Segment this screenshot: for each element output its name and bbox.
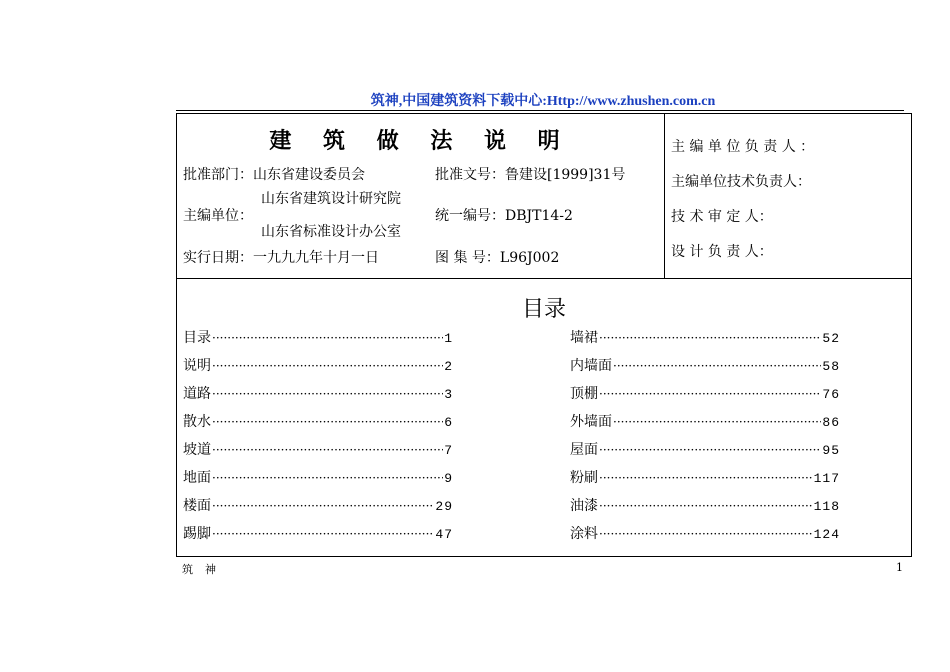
toc-entry-page: 52 [822,331,840,346]
page-number: 1 [896,561,903,574]
toc-entry-page: 7 [444,443,453,458]
toc-leader-dots [599,497,813,515]
toc-leader-dots [212,469,443,487]
atlas-value: L96J002 [499,250,560,266]
editor-value-1: 山东省建筑设计研究院 [261,191,401,207]
technical-reviewer: 技 术 审 定 人： [671,209,773,225]
toc-entry-label: 外墙面 [570,414,612,430]
toc-entry-label: 目录 [183,330,211,346]
code-value: DBJT14-2 [505,208,573,224]
toc-entry-page: 6 [444,415,453,430]
toc-entry-page: 9 [444,471,453,486]
toc-leader-dots [599,441,821,459]
toc-entry[interactable] [570,385,840,413]
toc-entry[interactable] [570,441,840,469]
toc-entry[interactable] [183,525,453,553]
toc-entry-page: 1 [444,331,453,346]
approve-dept-label: 批准部门： [183,167,253,183]
toc-entry-page: 117 [813,471,840,486]
approval-info [177,114,665,278]
toc-leader-dots [599,329,821,347]
toc-entry-label: 道路 [183,386,211,402]
toc-entry[interactable] [183,385,453,413]
site-header: 筑神,中国建筑资料下载中心:Http://www.zhushen.com.cn [370,94,716,109]
toc-leader-dots [212,385,443,403]
toc-entry-label: 油漆 [570,498,598,514]
approve-doc-label: 批准文号： [435,167,505,183]
chief-unit-head: 主 编 单 位 负 责 人 ： [671,139,815,155]
approve-doc-row [435,164,625,184]
atlas-row [435,247,559,267]
design-head: 设 计 负 责 人： [671,244,773,260]
toc-entry-page: 29 [435,499,453,514]
toc-entry-page: 95 [822,443,840,458]
toc-entry-label: 涂料 [570,526,598,542]
toc-entry[interactable] [183,329,453,357]
toc-entry[interactable] [570,497,840,525]
info-block [177,114,911,279]
toc-entry-page: 58 [822,359,840,374]
toc-entry[interactable] [570,469,840,497]
toc-entry-page: 2 [444,359,453,374]
date-label: 实行日期： [183,250,253,266]
toc-entry-label: 顶棚 [570,386,598,402]
toc-entry[interactable] [183,469,453,497]
date-value: 一九九九年十月一日 [253,250,379,266]
toc-entry-label: 楼面 [183,498,211,514]
toc-entry[interactable] [570,329,840,357]
toc-leader-dots [212,329,443,347]
toc-entry-label: 墙裙 [570,330,598,346]
toc-entry-label: 地面 [183,470,211,486]
date-row [183,247,379,267]
chief-tech-head: 主编单位技术负责人： [671,174,811,190]
toc-entry-page: 124 [813,527,840,542]
toc-leader-dots [212,357,443,375]
code-label: 统一编号： [435,208,505,224]
code-row [435,205,573,225]
toc-entry[interactable] [570,413,840,441]
toc-entry-page: 118 [813,499,840,514]
toc-entry-label: 内墙面 [570,358,612,374]
approve-dept-value: 山东省建设委员会 [253,167,365,183]
toc-entry-page: 86 [822,415,840,430]
toc-entry[interactable] [570,357,840,385]
toc-leader-dots [212,525,434,543]
toc-entry-label: 粉刷 [570,470,598,486]
toc-entry-label: 踢脚 [183,526,211,542]
document-frame [176,113,912,557]
toc-entry-page: 76 [822,387,840,402]
toc-entry-label: 散水 [183,414,211,430]
toc-leader-dots [599,385,821,403]
toc-entry[interactable] [183,413,453,441]
toc-leader-dots [212,497,434,515]
toc-leader-dots [212,413,443,431]
header-rule [176,110,904,111]
approve-doc-value: 鲁建设[1999]31号 [505,167,626,183]
atlas-label: 图 集 号： [435,250,500,266]
toc-leader-dots [599,525,813,543]
toc-entry[interactable] [570,525,840,553]
toc-right-column [570,329,840,553]
toc-entry-page: 47 [435,527,453,542]
editor-label: 主编单位： [183,208,253,224]
document-title: 建 筑 做 法 说 明 [269,129,572,154]
toc-entry[interactable] [183,497,453,525]
toc-leader-dots [613,413,821,431]
toc-entry-label: 坡道 [183,442,211,458]
footer-brand: 筑神 [182,563,228,576]
toc-title: 目录 [521,297,566,322]
toc-entry[interactable] [183,441,453,469]
toc-entry[interactable] [183,357,453,385]
toc-leader-dots [613,357,821,375]
toc-entry-label: 屋面 [570,442,598,458]
toc-entry-page: 3 [444,387,453,402]
approve-dept-row [183,164,365,184]
toc-entry-label: 说明 [183,358,211,374]
toc-left-column [183,329,453,553]
editor-value-2: 山东省标准设计办公室 [261,224,401,240]
toc-leader-dots [599,469,813,487]
toc-leader-dots [212,441,443,459]
